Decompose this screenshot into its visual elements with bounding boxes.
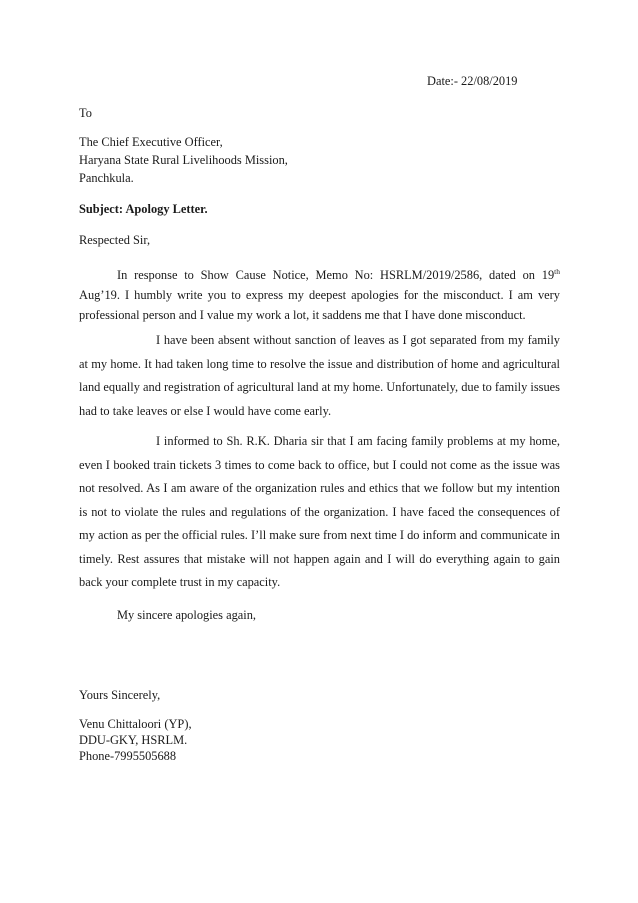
body-paragraph-1	[79, 265, 560, 325]
closing-line: My sincere apologies again,	[117, 608, 257, 622]
recipient-line: Panchkula.	[79, 171, 134, 185]
ordinal-suffix: th	[554, 266, 560, 276]
paragraph-text: In response to Show Cause Notice, Memo No: HSRLM/2019/2586, dated on 19	[117, 268, 555, 282]
letter-date: Date:- 22/08/2019	[427, 74, 518, 88]
signature-block	[79, 716, 192, 764]
recipient-line: The Chief Executive Officer,	[79, 135, 223, 149]
paragraph-text: Aug’19. I humbly write you to express my deepest apologies for the misconduct. I am very professional person and I value my work a lot, it saddens me that I have done misconduct.	[79, 288, 560, 322]
body-paragraph-3: I informed to Sh. R.K. Dharia sir that I am facing family problems at my home, even I booked train tickets 3 times to come back to office, but I could not come as the issue was not resolved. As I am aware of the organization rules and ethics that we follow but my intention is not to violate the rules and regulations of the organization. I have faced the consequences of my action as per the official rules. I’ll make sure from next time I do inform and communicate in timely. Rest assures that mistake will not happen again and I will do everything again to gain back your complete trust in my capacity.	[79, 434, 560, 589]
body-paragraph-2: I have been absent without sanction of leaves as I got separated from my family at my home. It had taken long time to resolve the issue and distribution of home and agricultural land equally and registration of agricultural land at my home. Unfortunately, due to family issues had to take leaves or else I would have come early.	[79, 333, 560, 418]
signature-phone: Phone-7995505688	[79, 749, 177, 763]
signoff: Yours Sincerely,	[79, 688, 161, 702]
signature-unit: DDU-GKY, HSRLM.	[79, 733, 188, 747]
salutation: Respected Sir,	[79, 233, 151, 247]
subject-line: Subject: Apology Letter.	[79, 202, 208, 216]
recipient-line: Haryana State Rural Livelihoods Mission,	[79, 153, 288, 167]
to-label: To	[79, 106, 92, 120]
recipient-address	[79, 133, 288, 187]
signature-name: Venu Chittaloori (YP),	[79, 717, 192, 731]
